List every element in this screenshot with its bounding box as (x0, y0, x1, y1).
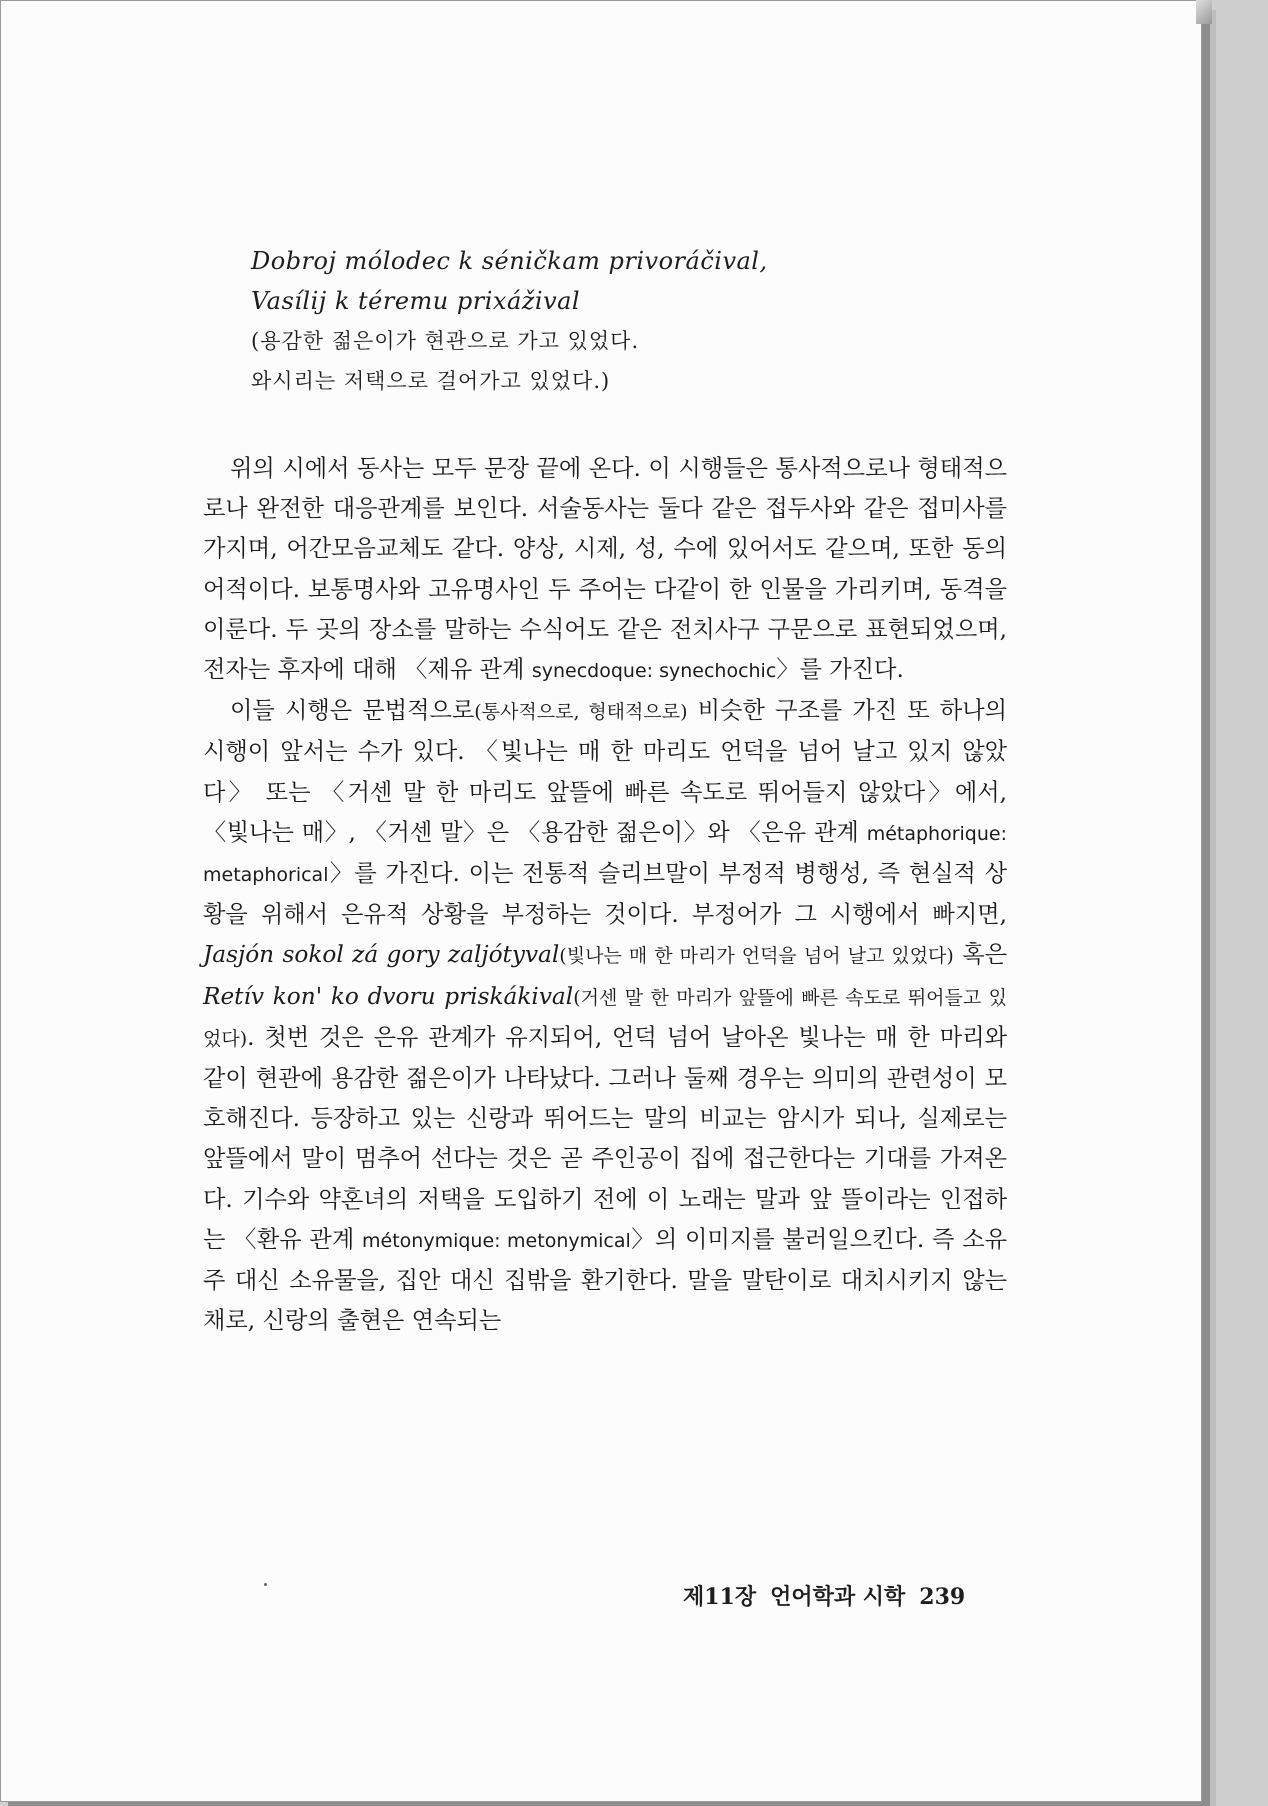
page-speck (264, 1583, 267, 1586)
verse-translation-1: (용감한 젊은이가 현관으로 가고 있었다. (251, 329, 640, 353)
term-synecdoque: synecdoque: synechochic (531, 660, 777, 683)
footer-chapter: 제11장 (683, 1584, 757, 1610)
paragraph-2: 이들 시행은 문법적으로(통사적으로, 형태적으로) 비슷한 구조를 가진 또 하나의 시행이 앞서는 수가 있다. 〈빛나는 매 한 마리도 언덕을 넘어 날고 있지 않았다〉 또는 〈거센 말 한 마리도 앞뜰에 빠른 속도로 뛰어들지 않았다〉에서, 〈빛나는 매〉, 〈거센 말〉은 〈용감한 젊은이〉와 〈은유 관계 métaphorique: metaphorical〉를 가진다. 이는 전통적 슬리브말이 부정적 병행성, 즉 현실적 상황을 위해서 은유적 상황을 부정하는 것이다. 부정어가 그 시행에서 빠지면, Jasjón sokol zá gory zaljótyval(빛나는 매 한 마리가 언덕을 넘어 날고 있었다) 혹은 Retív kon' ko dvoru priskákival(거센 말 한 마리가 앞뜰에 빠른 속도로 뛰어들고 있었다). 첫번 것은 은유 관계가 유지되어, 언덕 넘어 날아온 빛나는 매 한 마리와 같이 현관에 용감한 젊은이가 나타났다. 그러나 둘째 경우는 의미의 관련성이 모호해진다. 등장하고 있는 신랑과 뛰어드는 말의 비교는 암시가 되나, 실제로는 앞뜰에서 말이 멈추어 선다는 것은 곧 주인공이 집에 접근한다는 기대를 가져온다. 기수와 약혼녀의 저택을 도입하기 전에 이 노래는 말과 앞 뜰이라는 인접하는 〈환유 관계 métonymique: metonymical〉의 이미지를 불러일으킨다. 즉 소유주 대신 소유물을, 집안 대신 집밖을 환기한다. 말을 말탄이로 대치시키지 않는 채로, 신랑의 출현은 연속되는 (203, 697, 1008, 1335)
page-curl-corner (1196, 0, 1212, 24)
verse-translation-2: 와시리는 저택으로 걸어가고 있었다.) (251, 369, 611, 393)
term-metonymique: métonymique: metonymical (362, 1229, 631, 1252)
paragraph-1: 위의 시에서 동사는 모두 문장 끝에 온다. 이 시행들은 통사적으로나 형태적으로나 완전한 대응관계를 보인다. 서술동사는 둘다 같은 접두사와 같은 접미사를 가지며, 어간모음교체도 같다. 양상, 시제, 성, 수에 있어서도 같으며, 또한 동의어적이다. 보통명사와 고유명사인 두 주어는 다같이 한 인물을 가리키며, 동격을 이룬다. 두 곳의 장소를 말하는 수식어도 같은 전치사구 구문으로 표현되었으며, 전자는 후자에 대해 〈제유 관계 synecdoque: synechochic〉를 가진다. (203, 455, 1007, 684)
verse-line-2: Vasílij k téremu prixážival (251, 287, 581, 315)
italic-quote-1: Jasjón sokol zá gory zaljótyval (203, 941, 560, 969)
page-number: 239 (919, 1584, 966, 1610)
running-footer (683, 1580, 965, 1611)
verse-line-1: Dobroj mólodec k séničkam privoráčival, (251, 247, 768, 275)
footer-title: 언어학과 시학 (770, 1584, 906, 1610)
body-text (203, 449, 1007, 1341)
italic-quote-2: Retív kon' ko dvoru priskákival (203, 982, 574, 1010)
term-metaphorique: métaphorique: metaphorical (203, 822, 1007, 887)
quoted-verse (251, 241, 1071, 401)
